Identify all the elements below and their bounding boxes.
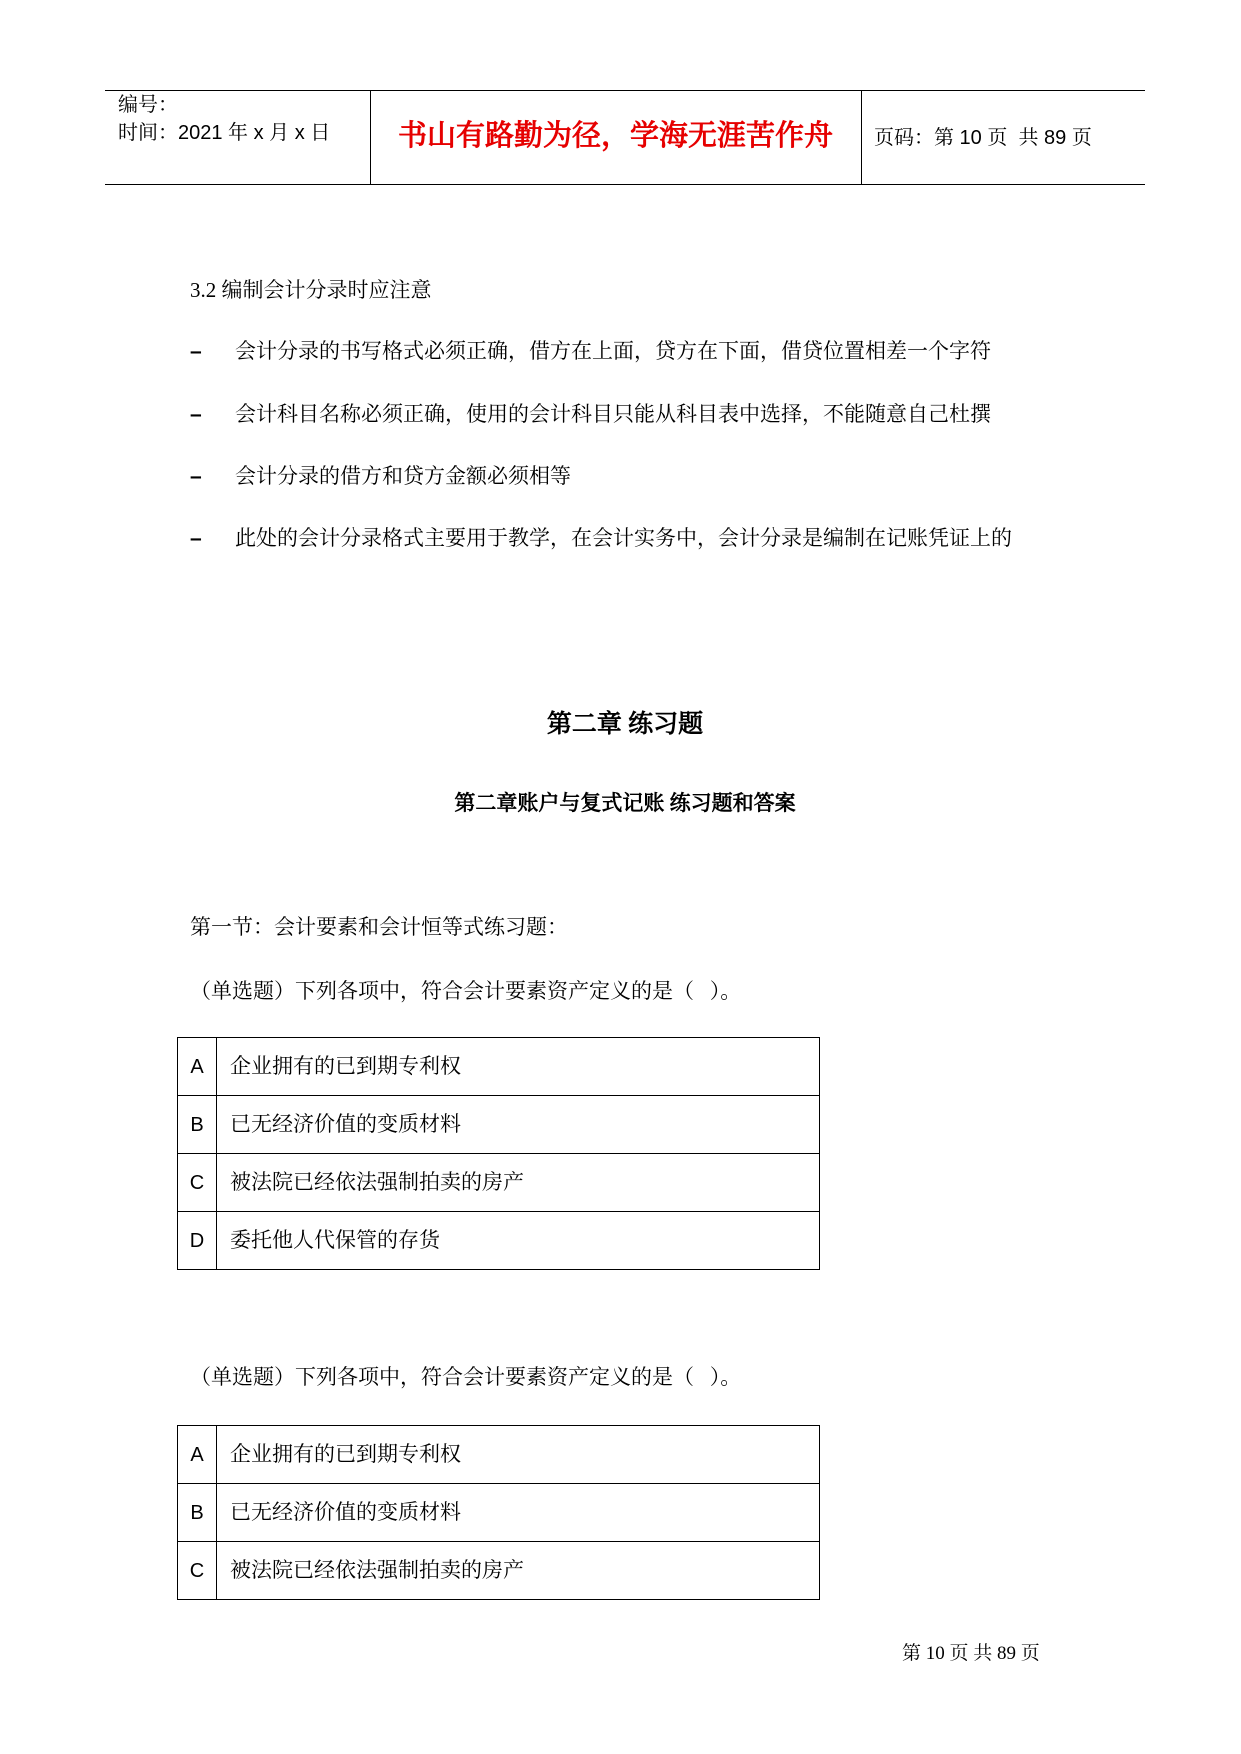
option-text: 企业拥有的已到期专利权	[217, 1038, 820, 1096]
option-row	[178, 1096, 820, 1154]
option-text: 企业拥有的已到期专利权	[217, 1426, 820, 1484]
option-text: 已无经济价值的变质材料	[217, 1484, 820, 1542]
header-motto: 书山有路勤为径，学海无涯苦作舟	[397, 120, 833, 152]
option-letter: B	[178, 1096, 217, 1154]
option-letter: A	[178, 1426, 217, 1484]
bullet-dash: –	[190, 340, 202, 363]
option-letter: B	[178, 1484, 217, 1542]
header-page-label: 页码：第 10 页 共 89 页	[874, 127, 1092, 149]
option-text: 委托他人代保管的存货	[217, 1212, 820, 1270]
section-title: 3.2 编制会计分录时应注意	[190, 278, 432, 302]
option-row	[178, 1154, 820, 1212]
header-divider-right	[861, 90, 862, 184]
header-top-rule	[105, 90, 1145, 91]
option-text: 被法院已经依法强制拍卖的房产	[217, 1154, 820, 1212]
option-row	[178, 1542, 820, 1600]
option-text: 被法院已经依法强制拍卖的房产	[217, 1542, 820, 1600]
footer-page-number: 第 10 页 共 89 页	[902, 1643, 1040, 1664]
option-letter: C	[178, 1154, 217, 1212]
question-stem: （单选题）下列各项中，符合会计要素资产定义的是（ ）。	[190, 979, 742, 1003]
header-code-label: 编号：	[118, 94, 178, 116]
bullet-dash: –	[190, 465, 202, 488]
bullet-dash: –	[190, 403, 202, 426]
chapter-subtitle: 第二章账户与复式记账 练习题和答案	[454, 791, 796, 815]
bullet-text: 会计分录的借方和贷方金额必须相等	[235, 464, 571, 488]
option-row	[178, 1038, 820, 1096]
option-row	[178, 1484, 820, 1542]
bullet-text: 会计科目名称必须正确，使用的会计科目只能从科目表中选择，不能随意自己杜撰	[235, 402, 991, 426]
bullet-text: 此处的会计分录格式主要用于教学，在会计实务中，会计分录是编制在记账凭证上的	[235, 526, 1012, 550]
options-table	[177, 1037, 820, 1270]
options-table	[177, 1425, 820, 1600]
bullet-dash: –	[190, 527, 202, 550]
header-time-label: 时间：2021 年 x 月 x 日	[118, 122, 331, 144]
chapter-title: 第二章 练习题	[546, 711, 704, 738]
question-stem: （单选题）下列各项中，符合会计要素资产定义的是（ ）。	[190, 1365, 742, 1389]
header-bottom-rule	[105, 184, 1145, 185]
option-row	[178, 1212, 820, 1270]
part-title: 第一节：会计要素和会计恒等式练习题：	[190, 915, 568, 939]
option-letter: C	[178, 1542, 217, 1600]
option-letter: D	[178, 1212, 217, 1270]
option-letter: A	[178, 1038, 217, 1096]
bullet-text: 会计分录的书写格式必须正确，借方在上面，贷方在下面，借贷位置相差一个字符	[235, 339, 991, 363]
option-text: 已无经济价值的变质材料	[217, 1096, 820, 1154]
option-row	[178, 1426, 820, 1484]
